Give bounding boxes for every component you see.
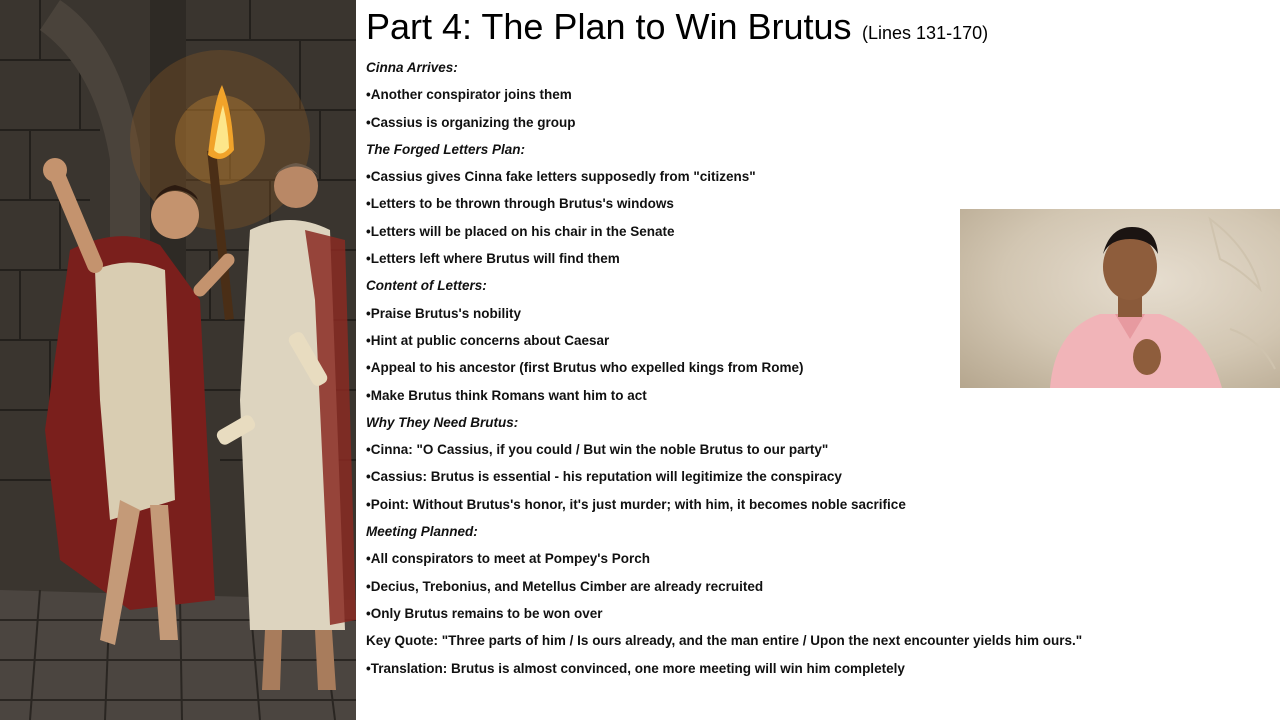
roman-conspirators-illustration xyxy=(0,0,356,720)
bullet-item: •Letters will be placed on his chair in the Senate xyxy=(366,223,675,239)
bullet-item: •Letters left where Brutus will find them xyxy=(366,251,620,267)
section-heading: Content of Letters: xyxy=(366,278,487,294)
bullet-item: •Only Brutus remains to be won over xyxy=(366,605,603,621)
bullet-item: •Praise Brutus's nobility xyxy=(366,305,521,321)
slide-title-lines: (Lines 131-170) xyxy=(862,23,989,43)
bullet-item: •Cassius: Brutus is essential - his reputation will legitimize the conspiracy xyxy=(366,469,842,485)
bullet-item: •Make Brutus think Romans want him to act xyxy=(366,387,647,403)
bullet-item: •Another conspirator joins them xyxy=(366,87,572,103)
bullet-item: •Translation: Brutus is almost convinced, one more meeting will win him completely xyxy=(366,660,905,676)
key-quote: Key Quote: "Three parts of him / Is ours already, and the man entire / Upon the next encounter yields him ours." xyxy=(366,633,1083,649)
bullet-item: •Point: Without Brutus's honor, it's just murder; with him, it becomes noble sacrifice xyxy=(366,496,906,512)
presenter-figure xyxy=(960,209,1280,388)
section-heading: Cinna Arrives: xyxy=(366,60,458,75)
bullet-item: •Letters to be thrown through Brutus's windows xyxy=(366,196,674,212)
slide-title xyxy=(366,6,988,48)
bullet-item: •Cassius gives Cinna fake letters supposedly from "citizens" xyxy=(366,169,756,185)
section-heading: Why They Need Brutus: xyxy=(366,414,519,430)
bullet-item: •All conspirators to meet at Pompey's Porch xyxy=(366,551,651,567)
bullet-item: •Hint at public concerns about Caesar xyxy=(366,332,610,348)
bullet-item: •Appeal to his ancestor (first Brutus who expelled kings from Rome) xyxy=(366,360,804,376)
section-heading: The Forged Letters Plan: xyxy=(366,141,526,157)
bullet-item: •Cassius is organizing the group xyxy=(366,114,576,130)
bullet-item: •Decius, Trebonius, and Metellus Cimber are already recruited xyxy=(366,578,764,594)
section-heading: Meeting Planned: xyxy=(366,524,478,540)
illustration-panel xyxy=(0,0,356,720)
bullet-item: •Cinna: "O Cassius, if you could / But win the noble Brutus to our party" xyxy=(366,442,829,458)
presenter-video xyxy=(960,209,1280,388)
slide-title-main: Part 4: The Plan to Win Brutus xyxy=(366,6,852,47)
